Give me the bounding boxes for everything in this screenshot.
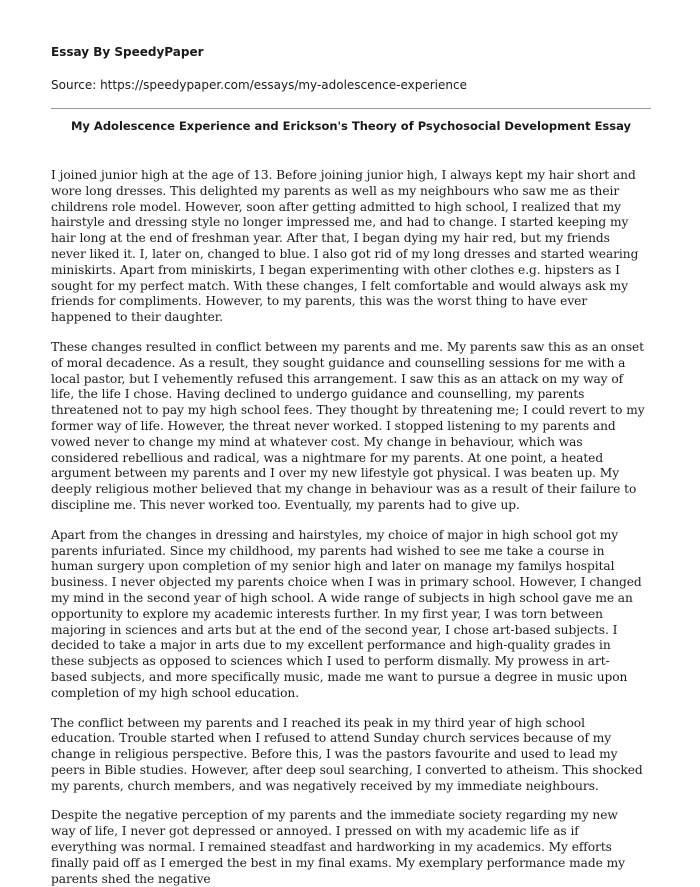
site-header-title: Essay By SpeedyPaper xyxy=(51,45,204,59)
header-divider xyxy=(51,108,651,109)
essay-paragraph: These changes resulted in conflict between my parents and me. My parents saw this as an onset of moral decadence. As a result, they sought guidance and counselling sessions for me with a local pastor, but I vehemently refused this arrangement. I saw this as an attack on my way of life, the life I chose. Having declined to undergo guidance and counselling, my parents threatened not to pay my high school fees. They thought by threatening me; I could revert to my former way of life. However, the threat never worked. I stopped listening to my parents and vowed never to change my mind at whatever cost. My change in behaviour, which was considered rebellious and radical, was a nightmare for my parents. At one point, a heated argument between my parents and I over my new lifestyle got physical. I was beaten up. My deeply religious mother believed that my change in behaviour was as a result of their failure to discipline me. This never worked too. Eventually, my parents had to give up. xyxy=(51,339,645,512)
essay-body xyxy=(51,168,645,887)
essay-paragraph: I joined junior high at the age of 13. Before joining junior high, I always kept my hair short and wore long dresses. This delighted my parents as well as my neighbours who saw me as their childrens role model. However, soon after getting admitted to high school, I realized that my hairstyle and dressing style no longer impressed me, and had to change. I started keeping my hair long at the end of freshman year. After that, I began dying my hair red, but my friends never liked it. I, later on, changed to blue. I also got rid of my long dresses and started wearing miniskirts. Apart from miniskirts, I began experimenting with other clothes e.g. hipsters as I sought for my perfect match. With these changes, I felt comfortable and would always ask my friends for compliments. However, to my parents, this was the worst thing to have ever happened to their daughter. xyxy=(51,168,639,325)
essay-title: My Adolescence Experience and Erickson's Theory of Psychosocial Development Essay xyxy=(70,119,632,133)
essay-paragraph: The conflict between my parents and I reached its peak in my third year of high school education. Trouble started when I refused to attend Sunday church services because of my change in religious perspective. Before this, I was the pastors favourite and used to lead my peers in Bible studies. However, after deep soul searching, I converted to atheism. This shocked my parents, church members, and was negatively received by my immediate neighbours. xyxy=(51,715,643,793)
essay-paragraph: Despite the negative perception of my parents and the immediate society regarding my new way of life, I never got depressed or annoyed. I pressed on with my academic life as if everything was normal. I remained steadfast and hardworking in my academics. My efforts finally paid off as I emerged the best in my final exams. My exemplary performance made my parents shed the negative xyxy=(51,808,625,886)
essay-paragraph: Apart from the changes in dressing and hairstyles, my choice of major in high school got my parents infuriated. Since my childhood, my parents had wished to see me take a course in human surgery upon completion of my senior high and later on manage my familys hospital business. I never objected my parents choice when I was in primary school. However, I changed my mind in the second year of high school. A wide range of subjects in high school gave me an opportunity to explore my academic interests further. In my first year, I was torn between majoring in sciences and arts but at the end of the second year, I chose art-based subjects. I decided to take a major in arts due to my excellent performance and high-quality grades in these subjects as opposed to sciences which I used to perform dismally. My prowess in art-based subjects, and more specifically music, made me want to pursue a degree in music upon completion of my high school education. xyxy=(51,527,642,700)
source-line: Source: https://speedypaper.com/essays/my-adolescence-experience xyxy=(51,78,467,92)
